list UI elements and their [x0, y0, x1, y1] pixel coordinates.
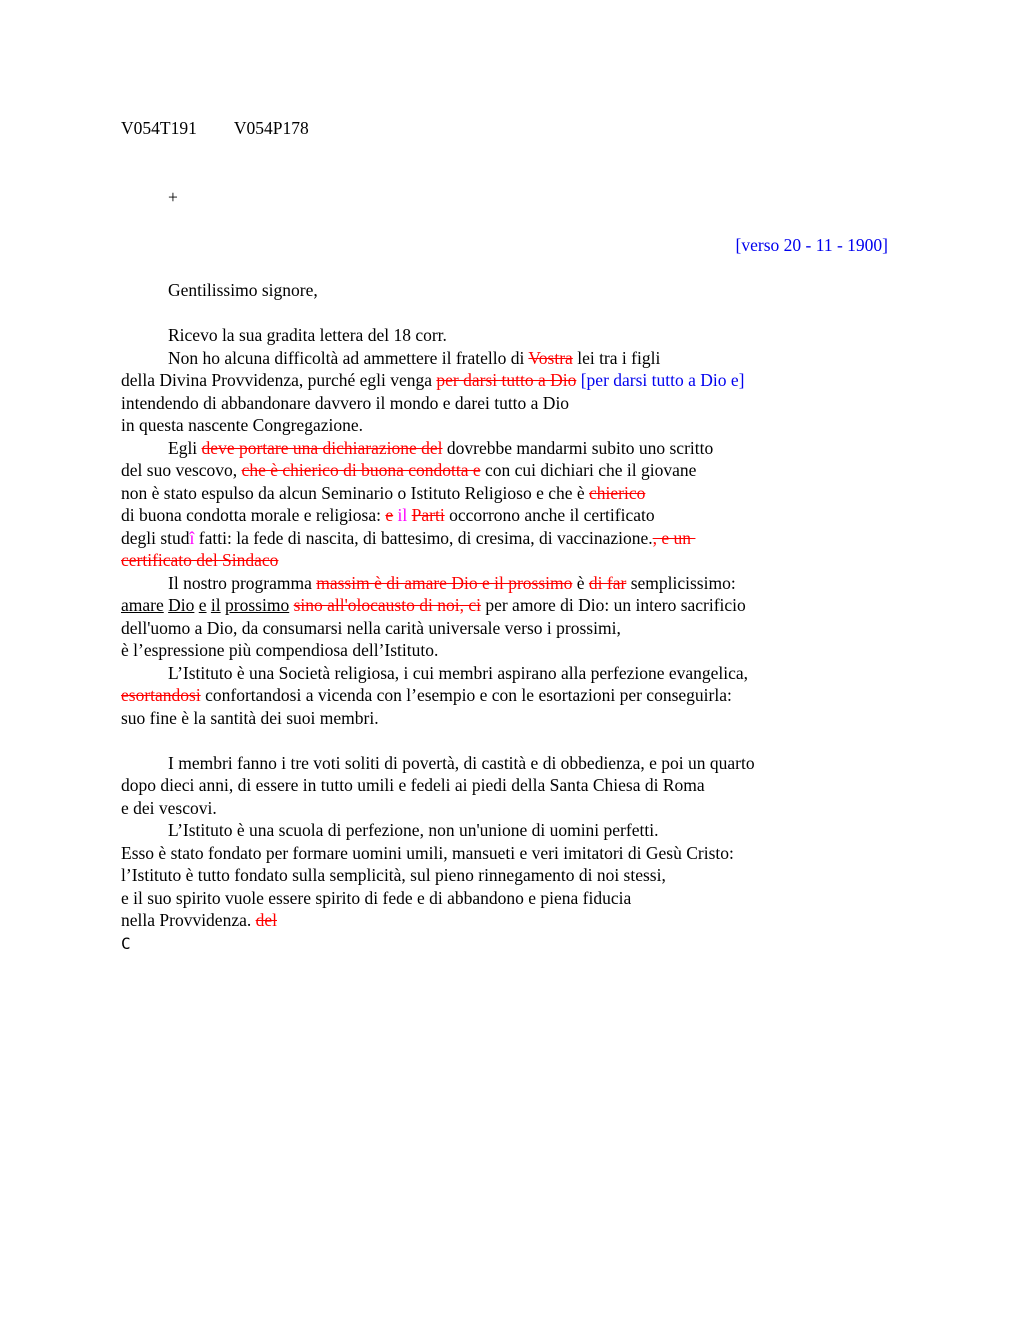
text-run: lei tra i figli — [572, 347, 661, 368]
letter-line — [121, 909, 888, 932]
text-run: I membri fanno i tre voti soliti di povertà, di castità e di obbedienza, e poi un quarto — [168, 752, 755, 773]
deleted-text-run: deve portare una dichiarazione del — [201, 437, 443, 458]
text-run: degli stud — [121, 527, 190, 548]
letter-line — [121, 774, 888, 797]
text-run: Esso è stato fondato per formare uomini umili, mansueti e veri imitatori di Gesù Cristo: — [121, 842, 734, 863]
text-run: nella Provvidenza. — [121, 910, 256, 930]
blank-line — [121, 729, 888, 752]
text-run: fatti: la fede di nascita, di battesimo, di cresima, di vaccinazione. — [194, 527, 653, 548]
letter-line — [121, 684, 888, 707]
letter-line — [121, 414, 888, 437]
deleted-text-run: massim è di amare Dio e il prossimo — [316, 572, 573, 593]
text-run: in questa nascente Congregazione. — [121, 415, 363, 435]
variant-letter-run: il — [397, 505, 408, 525]
text-run: dell'uomo a Dio, da consumarsi nella carità universale verso i prossimi, — [121, 617, 621, 638]
text-run: Il nostro programma — [168, 572, 317, 593]
letter-line — [121, 864, 888, 887]
blank-line — [121, 302, 888, 325]
text-run: con cui dichiari che il giovane — [480, 460, 697, 480]
verso-date-annotation: [verso 20 - 11 - 1900] — [735, 235, 888, 255]
text-run: è l’espressione più compendiosa dell’Istituto. — [121, 640, 439, 660]
deleted-text-run: del — [255, 910, 277, 930]
variant-letter-run: î — [189, 527, 195, 548]
letter-line — [121, 819, 888, 842]
letter-line — [121, 707, 888, 730]
underlined-text-run: prossimo — [225, 595, 290, 615]
deleted-text-run: sino all'olocausto di noi, ci — [293, 595, 481, 615]
letter-line — [121, 932, 888, 956]
letter-line — [121, 527, 888, 550]
text-run: L’Istituto è una scuola di perfezione, non un'unione di uomini perfetti. — [168, 820, 659, 840]
page-content — [121, 0, 888, 955]
letter-line — [121, 324, 888, 347]
underlined-text-run: e — [198, 595, 207, 615]
text-run: Ricevo la sua gradita lettera del 18 corr. — [168, 325, 447, 345]
letter-line — [121, 549, 888, 572]
letter-body — [121, 279, 888, 955]
letter-line — [121, 887, 888, 910]
text-run: semplicissimo: — [626, 572, 736, 593]
deleted-text-run: e — [385, 505, 394, 525]
underlined-text-run: il — [210, 595, 221, 615]
text-run: è — [572, 572, 589, 593]
text-run: intendendo di abbandonare davvero il mondo e darei tutto a Dio — [121, 392, 570, 413]
text-run: di buona condotta morale e religiosa: — [121, 505, 386, 525]
deleted-text-run: Parti — [411, 505, 445, 525]
text-run: Gentilissimo signore, — [168, 280, 318, 300]
letter-line — [121, 662, 888, 685]
underlined-text-run: Dio — [168, 595, 195, 615]
deleted-text-run: per darsi tutto a Dio — [436, 370, 577, 390]
archive-ref-right: V054P178 — [233, 118, 309, 138]
letter-line — [121, 459, 888, 482]
deleted-text-run: esortandosi — [121, 685, 201, 705]
deleted-text-run: chierico — [589, 482, 646, 503]
text-run: suo fine è la santità dei suoi membri. — [121, 707, 379, 728]
text-run: Egli — [168, 437, 202, 458]
letter-line — [121, 482, 888, 505]
letter-line — [121, 752, 888, 775]
inserted-text-run: [per darsi tutto a Dio e] — [580, 370, 745, 390]
text-run: del suo vescovo, — [121, 460, 242, 480]
text-run: l’Istituto è tutto fondato sulla semplicità, sul pieno rinnegamento di noi stessi, — [121, 865, 666, 885]
letter-line — [121, 842, 888, 865]
archive-reference-header — [121, 117, 888, 139]
letter-line — [121, 369, 888, 392]
deleted-text-run: , e un — [652, 527, 696, 548]
letter-line — [121, 437, 888, 460]
archive-ref-left: V054T191 — [121, 118, 197, 138]
letter-line — [121, 617, 888, 640]
text-run: e dei vescovi. — [121, 797, 217, 818]
text-run: Non ho alcuna difficoltà ad ammettere il fratello di — [168, 347, 529, 368]
text-run: per amore di Dio: un intero sacrificio — [480, 595, 746, 615]
deleted-text-run: certificato del Sindaco — [121, 550, 279, 570]
cross-mark: + — [168, 187, 178, 207]
letter-line — [121, 639, 888, 662]
letter-line — [121, 392, 888, 415]
text-run: e il suo spirito vuole essere spirito di fede e di abbandono e piena fiducia — [121, 887, 632, 908]
letter-line — [121, 347, 888, 370]
text-run: occorrono anche il certificato — [444, 505, 655, 525]
text-run: confortandosi a vicenda con l’esempio e con le esortazioni per conseguirla: — [200, 685, 732, 705]
underlined-text-run: amare — [121, 595, 164, 615]
text-run: dovrebbe mandarmi subito uno scritto — [442, 437, 714, 458]
text-run: non è stato espulso da alcun Seminario o Istituto Religioso e che è — [121, 482, 590, 503]
letter-line — [121, 572, 888, 595]
text-run: della Divina Provvidenza, purché egli venga — [121, 370, 437, 390]
typewriter-char-run: C — [121, 933, 131, 953]
letter-line — [121, 504, 888, 527]
letter-line — [121, 594, 888, 617]
deleted-text-run: di far — [588, 572, 627, 593]
deleted-text-run: che è chierico di buona condotta e — [241, 460, 481, 480]
text-run: L’Istituto è una Società religiosa, i cui membri aspirano alla perfezione evangelica, — [168, 662, 749, 683]
letter-line — [121, 797, 888, 820]
text-run: dopo dieci anni, di essere in tutto umili e fedeli ai piedi della Santa Chiesa di Roma — [121, 775, 705, 795]
deleted-text-run: Vostra — [528, 347, 573, 368]
letter-line — [121, 279, 888, 302]
